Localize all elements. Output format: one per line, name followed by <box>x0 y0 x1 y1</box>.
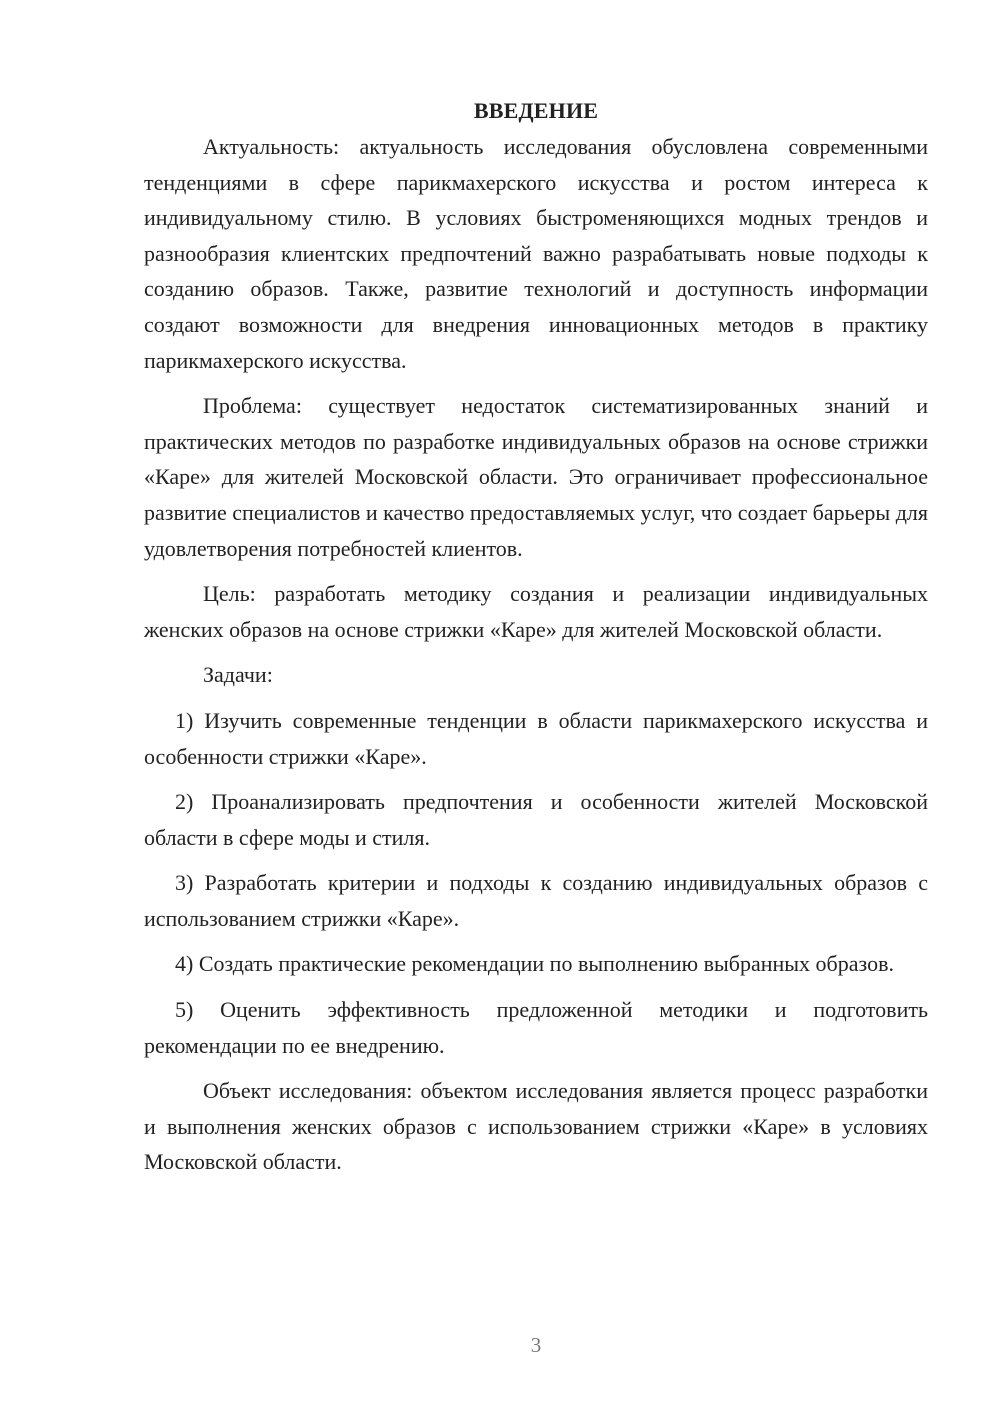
goal-paragraph: Цель: разработать методику создания и реализации индивидуальных женских образов на основе стрижки «Каре» для жителей Московской области. <box>144 581 928 642</box>
object-paragraph: Объект исследования: объектом исследования является процесс разработки и выполнения женских образов с использованием стрижки «Каре» в условиях Московской области. <box>144 1078 928 1175</box>
page-content <box>144 93 928 1180</box>
tasks-heading: Задачи: <box>203 662 273 688</box>
task-item: 1) Изучить современные тенденции в области парикмахерского искусства и особенности стрижки «Каре». <box>144 707 928 769</box>
task-item: 5) Оценить эффективность предложенной методики и подготовить рекомендации по ее внедрению. <box>144 997 928 1058</box>
tasks-list <box>144 703 928 1063</box>
task-item: 2) Проанализировать предпочтения и особенности жителей Московской области в сфере моды и стиля. <box>144 789 928 850</box>
section-title: ВВЕДЕНИЕ <box>473 98 599 123</box>
page-number: 3 <box>530 1333 542 1357</box>
problem-paragraph: Проблема: существует недостаток систематизированных знаний и практических методов по разработке индивидуальных образов на основе стрижки «Каре» для жителей Московской области. Это ограничивает профессиональное развитие специалистов и качество предоставляемых услуг, что создает барьеры для удовлетворения потребностей клиентов. <box>144 393 928 561</box>
task-item: 3) Разработать критерии и подходы к созданию индивидуальных образов с использованием стрижки «Каре». <box>144 870 928 931</box>
task-item: 4) Создать практические рекомендации по выполнению выбранных образов. <box>175 951 894 977</box>
relevance-paragraph: Актуальность: актуальность исследования обусловлена современными тенденциями в сфере парикмахерского искусства и ростом интереса к индивидуальному стилю. В условиях быстроменяющихся модных трендов и разнообразия клиентских предпочтений важно разрабатывать новые подходы к созданию образов. Также, развитие технологий и доступность информации создают возможности для внедрения инновационных методов в практику парикмахерского искусства. <box>144 134 928 373</box>
